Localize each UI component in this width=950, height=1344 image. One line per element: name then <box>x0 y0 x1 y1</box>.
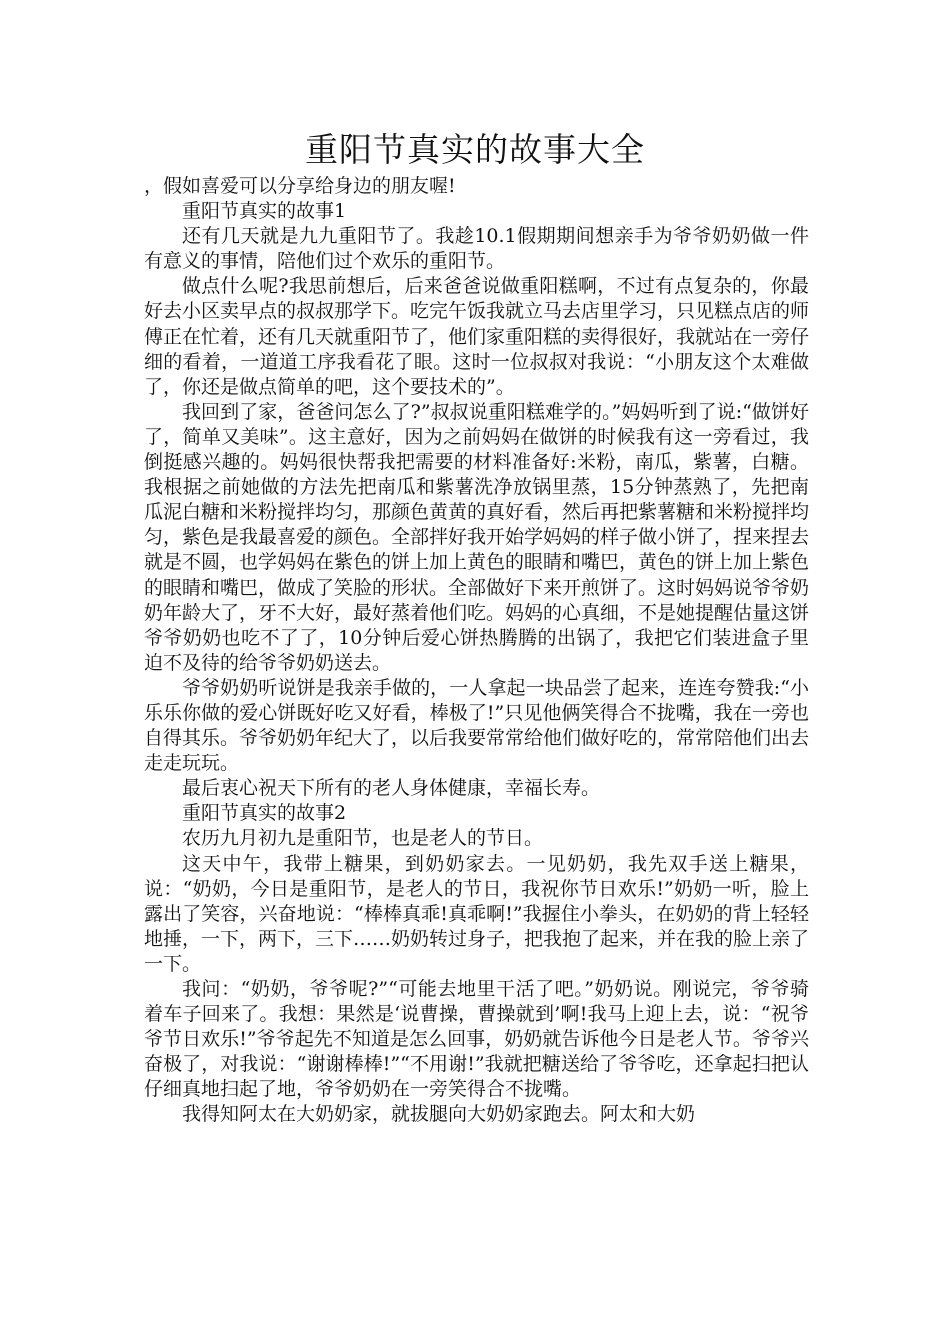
paragraph: 还有几天就是九九重阳节了。我趁10.1假期期间想亲手为爷爷奶奶做一件有意义的事情，陪他们过个欢乐的重阳节。 <box>144 225 809 273</box>
paragraph: 我回到了家，爸爸问怎么了?”叔叔说重阳糕难学的。”妈妈听到了说:“做饼好了，简单又美味”。这主意好，因为之前妈妈在做饼的时候我有这一旁看过，我倒挺感兴趣的。妈妈很快帮我把需要的材料准备好:米粉，南瓜，紫薯，白糖。我根据之前她做的方法先把南瓜和紫薯洗净放锅里蒸，15分钟蒸熟了，先把南瓜泥白糖和米粉搅拌均匀，那颜色黄黄的真好看，然后再把紫薯糖和米粉搅拌均匀，紫色是我最喜爱的颜色。全部拌好我开始学妈妈的样子做小饼了，捏来捏去就是不圆，也学妈妈在紫色的饼上加上黄色的眼睛和嘴巴，黄色的饼上加上紫色的眼睛和嘴巴，做成了笑脸的形状。全部做好下来开煎饼了。这时妈妈说爷爷奶奶年龄大了，牙不大好，最好蒸着他们吃。妈妈的心真细，不是她提醒估量这饼爷爷奶奶也吃不了了，10分钟后爱心饼热腾腾的出锅了，我把它们装进盒子里迫不及待的给爷爷奶奶送去。 <box>144 400 810 674</box>
paragraph: 我问：“奶奶，爷爷呢?”“可能去地里干活了吧。”奶奶说。刚说完，爷爷骑着车子回来了。我想：果然是‘说曹操，曹操就到’啊!我马上迎上去，说：“祝爷爷节日欢乐!”爷爷起先不知道是怎么回事，奶奶就告诉他今日是老人节。爷爷兴奋极了，对我说：“谢谢棒棒!”“不用谢!”我就把糖送给了爷爷吃，还拿起扫把认仔细真地扫起了地，爷爷奶奶在一旁笑得合不拢嘴。 <box>144 978 809 1101</box>
paragraph: 农历九月初九是重阳节，也是老人的节日。 <box>182 827 544 850</box>
paragraph: 爷爷奶奶听说饼是我亲手做的，一人拿起一块品尝了起来，连连夸赞我:“小乐乐你做的爱心饼既好吃又好看，棒极了!”只见他俩笑得合不拢嘴，我在一旁也自得其乐。爷爷奶奶年纪大了，以后我要常常给他们做好吃的，常常陪他们出去走走玩玩。 <box>144 676 810 775</box>
section-heading-story-1: 重阳节真实的故事1 <box>182 200 347 223</box>
document-title: 重阳节真实的故事大全 <box>305 130 645 169</box>
paragraph: 我得知阿太在大奶奶家，就拔腿向大奶奶家跑去。阿太和大奶 <box>182 1103 696 1126</box>
paragraph-intro: ，假如喜爱可以分享给身边的朋友喔! <box>144 175 456 197</box>
paragraph: 做点什么呢?我思前想后，后来爸爸说做重阳糕啊，不过有点复杂的，你最好去小区卖早点的叔叔那学下。吃完午饭我就立马去店里学习，只见糕点店的师傅正在忙着，还有几天就重阳节了，他们家重阳糕的卖得很好，我就站在一旁仔细的看着，一道道工序我看花了眼。这时一位叔叔对我说：“小朋友这个太难做了，你还是做点简单的吧，这个要技术的”。 <box>144 275 810 398</box>
document-body <box>144 174 809 1128</box>
paragraph: 最后衷心祝天下所有的老人身体健康，幸福长寿。 <box>182 777 601 800</box>
section-heading-story-2: 重阳节真实的故事2 <box>182 802 347 825</box>
paragraph: 这天中午，我带上糖果，到奶奶家去。一见奶奶，我先双手送上糖果，说：“奶奶，今日是重阳节，是老人的节日，我祝你节日欢乐!”奶奶一听，脸上露出了笑容，兴奋地说：“棒棒真乖!真乖啊!”我握住小拳头，在奶奶的背上轻轻地捶，一下，两下，三下……奶奶转过身子，把我抱了起来，并在我的脸上亲了一下。 <box>144 852 810 975</box>
